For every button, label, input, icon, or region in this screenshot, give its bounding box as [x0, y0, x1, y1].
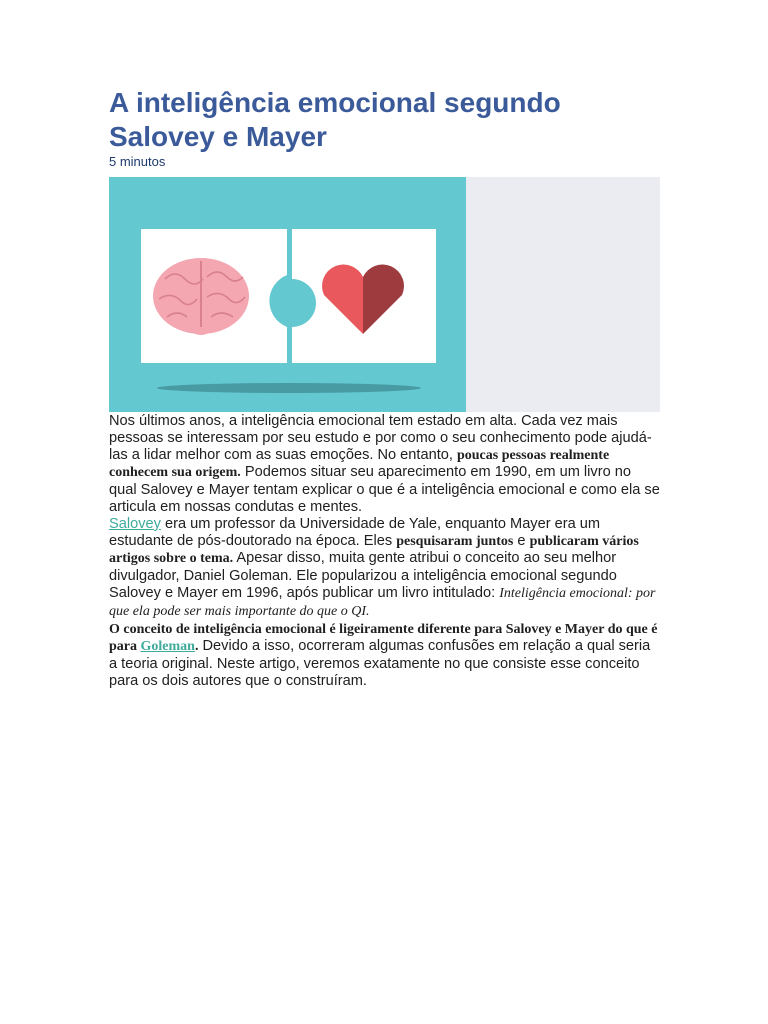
paragraph-3-text: Devido a isso, ocorreram algumas confusões em relação a qual seria a teoria original. Neste artigo, veremos exatamente no que consiste esse conceito para os dois autores que o construíram. [109, 638, 651, 689]
goleman-link[interactable]: Goleman [140, 639, 195, 655]
book-title: Inteligência emocional: por que ela pode ser mais importante do que o QI. [109, 585, 656, 619]
hero-illustration [109, 177, 466, 412]
reading-time: 5 minutos [109, 154, 166, 169]
page-title [109, 86, 661, 154]
paragraph-1-text-end: Podemos situar seu aparecimento em 1990, em um livro no qual Salovey e Mayer tentam explicar o que é a inteligência emocional e como ela se articula em nossas condutas e mentes. [109, 464, 660, 515]
shadow-shape [157, 383, 421, 393]
paragraph-3-emphasis: O conceito de inteligência emocional é ligeiramente diferente para Salovey e Mayer do que é para [109, 621, 658, 655]
salovey-link[interactable]: Salovey [109, 515, 161, 532]
paragraph-2-text-cont: Apesar disso, muita gente atribui o conceito ao seu melhor divulgador, Daniel Goleman. Ele popularizou a inteligência emocional segundo Salovey e Mayer em 1996, após publicar um livro intitulado: [109, 550, 617, 601]
title-line-2: Salovey e Mayer [109, 121, 327, 152]
title-line-1: A inteligência emocional segundo [109, 87, 561, 118]
article-body [109, 413, 661, 690]
article [109, 86, 661, 690]
hero-figure [109, 177, 660, 412]
paragraph-2-emphasis-2: publicaram vários artigos sobre o tema. [109, 533, 639, 567]
paragraph-1-text: Nos últimos anos, a inteligência emocional tem estado em alta. Cada vez mais pessoas se interessam por seu estudo e por como o seu conhecimento pode ajudá-las a lidar melhor com as suas emoções. No entanto, [109, 413, 652, 463]
paragraph-2-connector: e [513, 532, 530, 549]
puzzle-illustration [109, 177, 466, 412]
paragraph-2-emphasis-1: pesquisaram juntos [396, 533, 514, 549]
paragraph-3-period: . [194, 639, 199, 655]
paragraph-2-text: era um professor da Universidade de Yale, enquanto Mayer era um estudante de pós-doutorado na época. Eles [109, 515, 601, 549]
paragraph-1-emphasis: poucas pessoas realmente conhecem sua origem. [109, 447, 610, 481]
